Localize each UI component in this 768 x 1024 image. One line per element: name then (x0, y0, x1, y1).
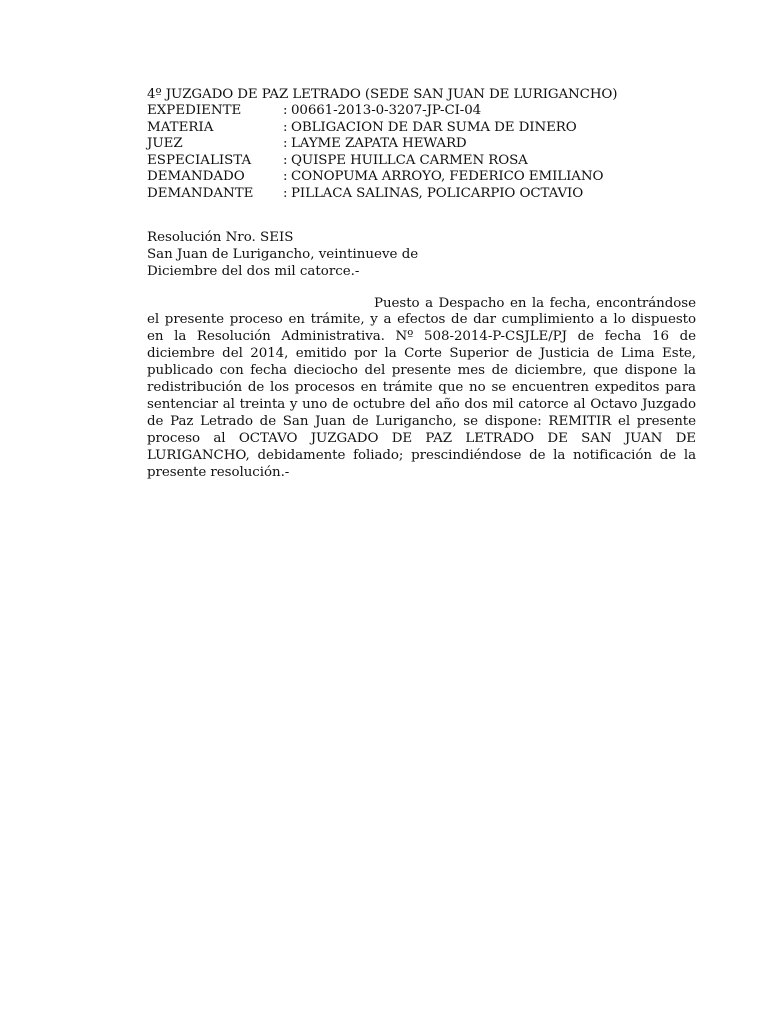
field-label: ESPECIALISTA (147, 152, 252, 168)
case-field-materia (147, 120, 696, 137)
field-value: QUISPE HUILLCA CARMEN ROSA (291, 152, 528, 168)
place-date-line: San Juan de Lurigancho, veintinueve de (147, 246, 419, 262)
field-value: PILLACA SALINAS, POLICARPIO OCTAVIO (291, 185, 584, 201)
case-field-demandado (147, 169, 696, 186)
place-date-line: Diciembre del dos mil catorce.- (147, 263, 360, 279)
field-label: DEMANDANTE (147, 185, 254, 201)
field-value: LAYME ZAPATA HEWARD (291, 136, 467, 152)
resolution-number: Resolución Nro. SEIS (147, 229, 294, 245)
resolution-body: Puesto a Despacho en la fecha, encontrándose el presente proceso en trámite, y a efectos de dar cumplimiento a lo dispuesto en la Resolución Administrativa. Nº 508-2014-P-CSJLE/PJ de fecha 16 de diciembre del 2014, emitido por la Corte Superior de Justicia de Lima Este, publicado con fecha dieciocho del presente mes de diciembre, que dispone la redistribución de los procesos en trámite que no se encuentren expeditos para sentenciar al treinta y uno de octubre del año dos mil catorce al Octavo Juzgado de Paz Letrado de San Juan de Lurigancho, se dispone: REMITIR el presente proceso al OCTAVO JUZGADO DE PAZ LETRADO DE SAN JUAN DE LURIGANCHO, debidamente foliado; prescindiéndose de la notificación de la presente resolución.- (147, 295, 696, 480)
field-value: CONOPUMA ARROYO, FEDERICO EMILIANO (291, 169, 604, 185)
field-label: EXPEDIENTE (147, 103, 242, 118)
field-colon: : (283, 119, 288, 135)
field-label: DEMANDADO (147, 169, 245, 185)
case-field-demandante (147, 186, 696, 203)
case-details (147, 103, 696, 203)
field-colon: : (283, 169, 288, 185)
field-colon: : (283, 152, 288, 168)
case-field-expediente (147, 103, 696, 120)
field-label: JUEZ (147, 136, 183, 152)
field-colon: : (283, 103, 288, 118)
case-field-especialista (147, 153, 696, 170)
court-title: 4º JUZGADO DE PAZ LETRADO (SEDE SAN JUAN DE LURIGANCHO) (147, 87, 618, 102)
field-colon: : (283, 136, 288, 152)
field-label: MATERIA (147, 119, 214, 135)
document-page (147, 86, 696, 495)
field-value: OBLIGACION DE DAR SUMA DE DINERO (291, 119, 577, 135)
field-colon: : (283, 185, 288, 201)
resolution-header (147, 229, 696, 280)
field-value: 00661-2013-0-3207-JP-CI-04 (291, 103, 482, 118)
case-field-juez (147, 136, 696, 153)
